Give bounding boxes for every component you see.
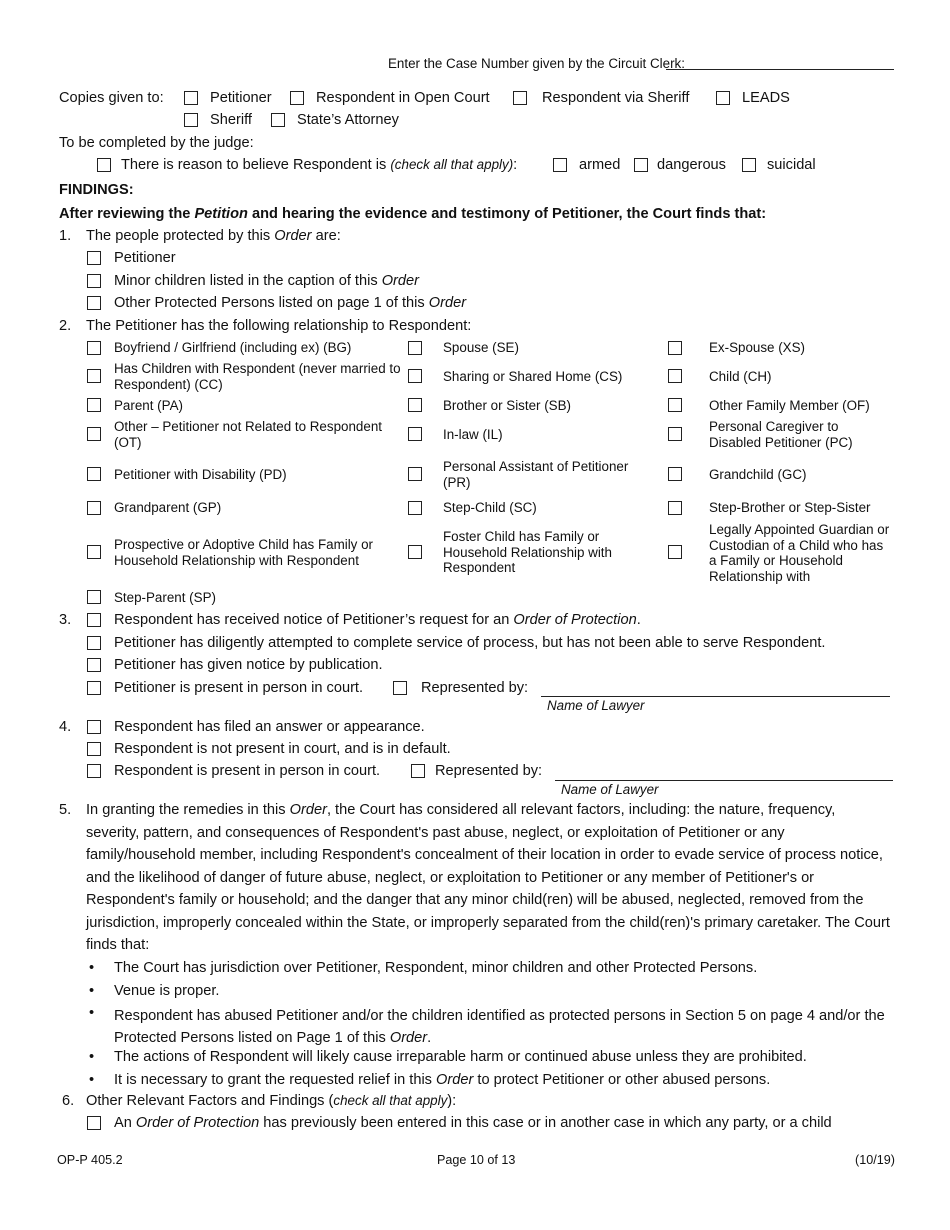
rel-se-label: Spouse (SE) bbox=[443, 340, 519, 355]
findings-intro: After reviewing the Petition and hearing the evidence and testimony of Petitioner, the Court finds that: bbox=[59, 206, 767, 222]
s5-paragraph: In granting the remedies in this Order, the Court has considered all relevant factors, including: the nature, frequency, severity, pattern, and consequences of Respondent's past abuse, neglect, or exploitation of Petitioner or any family/household member, including Respondent's concealment of their location in order to evade service of process notice, and the likelihood of danger of future abuse, neglect, or exploitation to Petitioner or any member of Petitioner's or Respondent's family or household; and the danger that any minor child(ren) will be abused, neglected, removed from the jurisdiction, improperly concealed within the State, or improperly separated from the child(ren)'s primary caretaker. The Court finds that: bbox=[86, 802, 890, 953]
rel-xs-checkbox[interactable] bbox=[668, 341, 682, 355]
s4-default-checkbox[interactable] bbox=[87, 742, 101, 756]
s3-diligent-label: Petitioner has diligently attempted to complete service of process, but has not been able to serve Respondent. bbox=[114, 635, 826, 651]
s4-answer-checkbox[interactable] bbox=[87, 720, 101, 734]
copies-sheriff-checkbox[interactable] bbox=[184, 113, 198, 127]
s4-lawyer-caption: Name of Lawyer bbox=[561, 782, 659, 797]
rel-bg-checkbox[interactable] bbox=[87, 341, 101, 355]
rel-se-checkbox[interactable] bbox=[408, 341, 422, 355]
s6-prior-order-checkbox[interactable] bbox=[87, 1116, 101, 1130]
s5-bullet-venue: Venue is proper. bbox=[114, 983, 220, 999]
s3-lawyer-caption: Name of Lawyer bbox=[547, 698, 645, 713]
rel-ch-checkbox[interactable] bbox=[668, 369, 682, 383]
footer-version: (10/19) bbox=[855, 1153, 895, 1167]
s4-represented-label: Represented by: bbox=[435, 763, 543, 779]
suicidal-checkbox[interactable] bbox=[742, 158, 756, 172]
rel-guardian-label: Legally Appointed Guardian or Custodian of a Child who has a Family or Household Relationship with bbox=[709, 522, 890, 584]
copies-petitioner-label: Petitioner bbox=[210, 90, 272, 106]
copies-sheriff-service-checkbox[interactable] bbox=[513, 91, 527, 105]
s4-answer-label: Respondent has filed an answer or appearance. bbox=[114, 719, 425, 735]
copies-states-attorney-label: State’s Attorney bbox=[297, 112, 399, 128]
reason-text: There is reason to believe Respondent is (check all that apply): bbox=[121, 157, 518, 173]
rel-pc-checkbox[interactable] bbox=[668, 427, 682, 441]
rel-ot-checkbox[interactable] bbox=[87, 427, 101, 441]
s3-notice-checkbox[interactable] bbox=[87, 613, 101, 627]
copies-leads-checkbox[interactable] bbox=[716, 91, 730, 105]
s4-represented-checkbox[interactable] bbox=[411, 764, 425, 778]
s4-present-checkbox[interactable] bbox=[87, 764, 101, 778]
copies-states-attorney-checkbox[interactable] bbox=[271, 113, 285, 127]
s1-other-protected-label: Other Protected Persons listed on page 1 of this Order bbox=[114, 295, 467, 311]
s5-bullet-dot: • bbox=[89, 1005, 95, 1021]
s2-text: The Petitioner has the following relationship to Respondent: bbox=[86, 318, 472, 334]
rel-pr-label: Personal Assistant of Petitioner (PR) bbox=[443, 459, 629, 490]
reason-checkbox[interactable] bbox=[97, 158, 111, 172]
s5-bullet-harm: The actions of Respondent will likely cause irreparable harm or continued abuse unless they are prohibited. bbox=[114, 1049, 807, 1065]
case-number-label: Enter the Case Number given by the Circuit Clerk: bbox=[388, 56, 685, 71]
armed-checkbox[interactable] bbox=[553, 158, 567, 172]
s6-number: 6. bbox=[62, 1093, 75, 1109]
rel-cc-label: Has Children with Respondent (never married to Respondent) (CC) bbox=[114, 361, 401, 392]
s4-default-label: Respondent is not present in court, and is in default. bbox=[114, 741, 451, 757]
judge-label: To be completed by the judge: bbox=[59, 135, 254, 151]
rel-sc-checkbox[interactable] bbox=[408, 501, 422, 515]
rel-pa-label: Parent (PA) bbox=[114, 398, 183, 413]
s1-petitioner-label: Petitioner bbox=[114, 250, 176, 266]
s5-bullet-dot: • bbox=[89, 1072, 95, 1088]
s2-number: 2. bbox=[59, 318, 72, 334]
s3-notice-label: Respondent has received notice of Petitioner’s request for an Order of Protection. bbox=[114, 612, 641, 628]
copies-open-court-checkbox[interactable] bbox=[290, 91, 304, 105]
rel-gp-label: Grandparent (GP) bbox=[114, 500, 222, 515]
copies-sheriff-service-label: Respondent via Sheriff bbox=[542, 90, 690, 106]
s5-bullet-dot: • bbox=[89, 960, 95, 976]
case-number-input[interactable] bbox=[666, 69, 894, 70]
s1-minor-children-label: Minor children listed in the caption of this Order bbox=[114, 273, 420, 289]
s3-publication-checkbox[interactable] bbox=[87, 658, 101, 672]
rel-sp-checkbox[interactable] bbox=[87, 590, 101, 604]
rel-pc-label: Personal Caregiver to Disabled Petitioner (PC) bbox=[709, 419, 853, 450]
rel-pa-checkbox[interactable] bbox=[87, 398, 101, 412]
copies-label: Copies given to: bbox=[59, 90, 164, 106]
s6-prior-order-label: An Order of Protection has previously been entered in this case or in another case in which any party, or a child bbox=[114, 1115, 832, 1131]
rel-sp-label: Step-Parent (SP) bbox=[114, 590, 216, 605]
rel-sc-label: Step-Child (SC) bbox=[443, 500, 537, 515]
rel-foster-label: Foster Child has Family or Household Relationship with Respondent bbox=[443, 529, 612, 575]
copies-open-court-label: Respondent in Open Court bbox=[316, 90, 490, 106]
rel-il-label: In-law (IL) bbox=[443, 427, 503, 442]
findings-heading: FINDINGS: bbox=[59, 182, 134, 198]
rel-of-label: Other Family Member (OF) bbox=[709, 398, 870, 413]
s5-bullet-relief: It is necessary to grant the requested relief in this Order to protect Petitioner or other abused persons. bbox=[114, 1072, 771, 1088]
rel-cc-checkbox[interactable] bbox=[87, 369, 101, 383]
s6-text: Other Relevant Factors and Findings (check all that apply): bbox=[86, 1093, 457, 1109]
rel-xs-label: Ex-Spouse (XS) bbox=[709, 340, 806, 355]
s3-present-checkbox[interactable] bbox=[87, 681, 101, 695]
s1-petitioner-checkbox[interactable] bbox=[87, 251, 101, 265]
s4-lawyer-name-input[interactable] bbox=[555, 780, 893, 781]
rel-step-sibling-checkbox[interactable] bbox=[668, 501, 682, 515]
copies-leads-label: LEADS bbox=[742, 90, 790, 106]
s4-present-label: Respondent is present in person in court. bbox=[114, 763, 381, 779]
s3-represented-label: Represented by: bbox=[421, 680, 529, 696]
dangerous-checkbox[interactable] bbox=[634, 158, 648, 172]
rel-ch-label: Child (CH) bbox=[709, 369, 772, 384]
s1-number: 1. bbox=[59, 228, 72, 244]
armed-label: armed bbox=[579, 157, 621, 173]
rel-sb-label: Brother or Sister (SB) bbox=[443, 398, 571, 413]
footer-page-number: Page 10 of 13 bbox=[437, 1153, 516, 1167]
rel-pd-label: Petitioner with Disability (PD) bbox=[114, 467, 287, 482]
rel-sb-checkbox[interactable] bbox=[408, 398, 422, 412]
rel-ot-label: Other – Petitioner not Related to Respondent (OT) bbox=[114, 419, 382, 450]
footer-form-id: OP-P 405.2 bbox=[57, 1153, 123, 1167]
s3-represented-checkbox[interactable] bbox=[393, 681, 407, 695]
rel-foster-checkbox[interactable] bbox=[408, 545, 422, 559]
s1-other-protected-checkbox[interactable] bbox=[87, 296, 101, 310]
s5-bullet-abused: Respondent has abused Petitioner and/or the children identified as protected persons in Section 5 on page 4 and/or the Protected Persons listed on Page 1 of this Order. bbox=[114, 1008, 885, 1046]
rel-pd-checkbox[interactable] bbox=[87, 467, 101, 481]
rel-step-sibling-label: Step-Brother or Step-Sister bbox=[709, 500, 871, 515]
s3-number: 3. bbox=[59, 612, 72, 628]
rel-cs-checkbox[interactable] bbox=[408, 369, 422, 383]
rel-adoptive-checkbox[interactable] bbox=[87, 545, 101, 559]
rel-gc-checkbox[interactable] bbox=[668, 467, 682, 481]
rel-guardian-checkbox[interactable] bbox=[668, 545, 682, 559]
rel-pr-checkbox[interactable] bbox=[408, 467, 422, 481]
copies-sheriff-label: Sheriff bbox=[210, 112, 252, 128]
s1-minor-children-checkbox[interactable] bbox=[87, 274, 101, 288]
s5-bullet-dot: • bbox=[89, 1049, 95, 1065]
rel-bg-label: Boyfriend / Girlfriend (including ex) (BG) bbox=[114, 340, 352, 355]
s4-number: 4. bbox=[59, 719, 72, 735]
s5-bullet-dot: • bbox=[89, 983, 95, 999]
copies-petitioner-checkbox[interactable] bbox=[184, 91, 198, 105]
s1-text: The people protected by this Order are: bbox=[86, 228, 341, 244]
s5-bullet-jurisdiction: The Court has jurisdiction over Petitioner, Respondent, minor children and other Protected Persons. bbox=[114, 960, 758, 976]
rel-gc-label: Grandchild (GC) bbox=[709, 467, 807, 482]
rel-gp-checkbox[interactable] bbox=[87, 501, 101, 515]
dangerous-label: dangerous bbox=[657, 157, 726, 173]
rel-il-checkbox[interactable] bbox=[408, 427, 422, 441]
rel-of-checkbox[interactable] bbox=[668, 398, 682, 412]
s3-lawyer-name-input[interactable] bbox=[541, 696, 890, 697]
rel-cs-label: Sharing or Shared Home (CS) bbox=[443, 369, 623, 384]
s5-number: 5. bbox=[59, 802, 72, 818]
s3-present-label: Petitioner is present in person in court. bbox=[114, 680, 364, 696]
suicidal-label: suicidal bbox=[767, 157, 816, 173]
rel-adoptive-label: Prospective or Adoptive Child has Family or Household Relationship with Respondent bbox=[114, 537, 373, 568]
s3-publication-label: Petitioner has given notice by publication. bbox=[114, 657, 383, 673]
s3-diligent-checkbox[interactable] bbox=[87, 636, 101, 650]
